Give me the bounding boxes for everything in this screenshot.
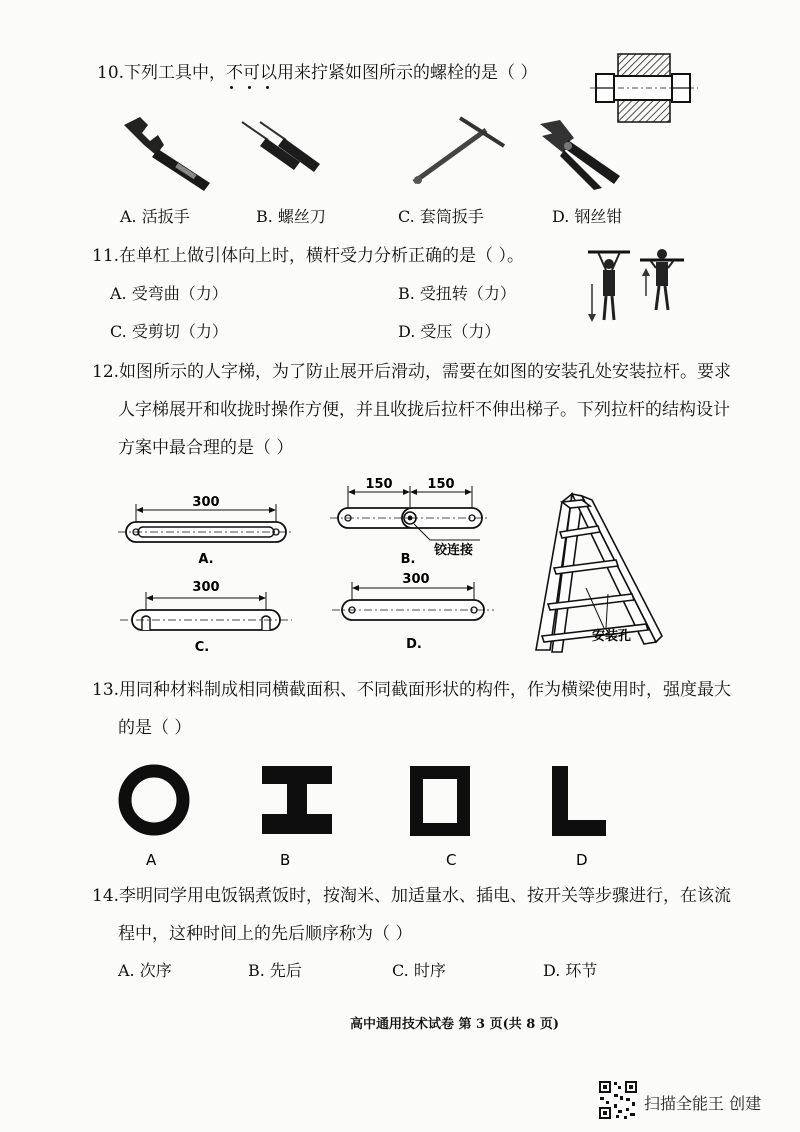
label-d: D.: [406, 637, 422, 652]
screwdrivers-image: [238, 118, 328, 182]
rod-option-a: [118, 495, 294, 567]
adjustable-wrench-image: [118, 115, 218, 195]
cross-sections: [110, 762, 630, 882]
qr-code-icon: [598, 1080, 638, 1120]
pliers-image: [536, 118, 628, 192]
q12-figure: [116, 470, 666, 660]
dim-c: 300: [192, 580, 220, 595]
q14-option-c: C. 时序: [392, 961, 446, 980]
socket-wrench-image: [408, 112, 510, 188]
q10-option-a: A. 活扳手: [120, 207, 190, 226]
q11-option-c: C. 受剪切（力）: [110, 322, 228, 341]
box-section: [410, 766, 470, 836]
q12-line-3: 方案中最合理的是（ ）: [118, 438, 294, 458]
dim-b1: 150: [365, 477, 393, 492]
q14-line-2: 程中，这种时间上的先后顺序称为（ ）: [118, 924, 413, 944]
ring-section: [125, 771, 183, 829]
dim-a: 300: [192, 495, 220, 510]
q10-option-b: B. 螺丝刀: [256, 207, 326, 226]
q12-line-2: 人字梯展开和收拢时操作方便，并且收拢后拉杆不伸出梯子。下列拉杆的结构设计: [118, 400, 730, 420]
hinge-label: 铰连接: [434, 543, 474, 558]
i-beam-section: [262, 766, 332, 834]
q14-option-a: A. 次序: [118, 961, 172, 980]
section-label-c: C: [446, 851, 457, 869]
rod-option-d: [332, 572, 494, 652]
section-label-b: B: [280, 851, 291, 869]
q14-line-1: 14.李明同学用电饭锅煮饭时，按淘米、加适量水、插电、按开关等步骤进行，在该流: [92, 886, 732, 906]
q13-line-2: 的是（ ）: [118, 718, 192, 738]
angle-section: [552, 766, 606, 836]
emphasis-dot: [266, 86, 269, 89]
install-hole-label: 安装孔: [592, 629, 632, 644]
label-c: C.: [194, 640, 210, 655]
emphasis-dot: [230, 86, 233, 89]
rod-option-b: [330, 477, 490, 567]
section-label-d: D: [576, 851, 588, 869]
q14-option-b: B. 先后: [248, 961, 302, 980]
pull-up-figure: [584, 244, 688, 324]
section-label-a: A: [146, 851, 157, 869]
q12-line-1: 12.如图所示的人字梯，为了防止展开后滑动，需要在如图的安装孔处安装拉杆。要求: [92, 362, 732, 382]
q13-line-1: 13.用同种材料制成相同横截面积、不同截面形状的构件，作为横梁使用时，强度最大: [92, 680, 732, 700]
q11-option-d: D. 受压（力）: [398, 322, 501, 341]
q14-option-d: D. 环节: [543, 961, 598, 980]
dim-d: 300: [402, 572, 430, 587]
bolt-figure: [588, 52, 700, 124]
label-a: A.: [198, 552, 214, 567]
q11-option-a: A. 受弯曲（力）: [110, 284, 228, 303]
label-b: B.: [400, 552, 416, 567]
emphasis-dot: [248, 86, 251, 89]
dim-b2: 150: [427, 477, 455, 492]
rod-option-c: [120, 580, 292, 655]
q10-stem: 10.下列工具中，不可以用来拧紧如图所示的螺栓的是（ ）: [97, 63, 538, 83]
q10-option-c: C. 套筒扳手: [398, 207, 484, 226]
page-footer: 高中通用技术试卷 第 3 页(共 8 页): [350, 1017, 560, 1032]
scanner-watermark: 扫描全能王 创建: [644, 1094, 762, 1113]
q11-option-b: B. 受扭转（力）: [398, 284, 516, 303]
q11-stem: 11.在单杠上做引体向上时，横杆受力分析正确的是（ ）。: [92, 246, 524, 266]
q10-option-d: D. 钢丝钳: [552, 207, 623, 226]
